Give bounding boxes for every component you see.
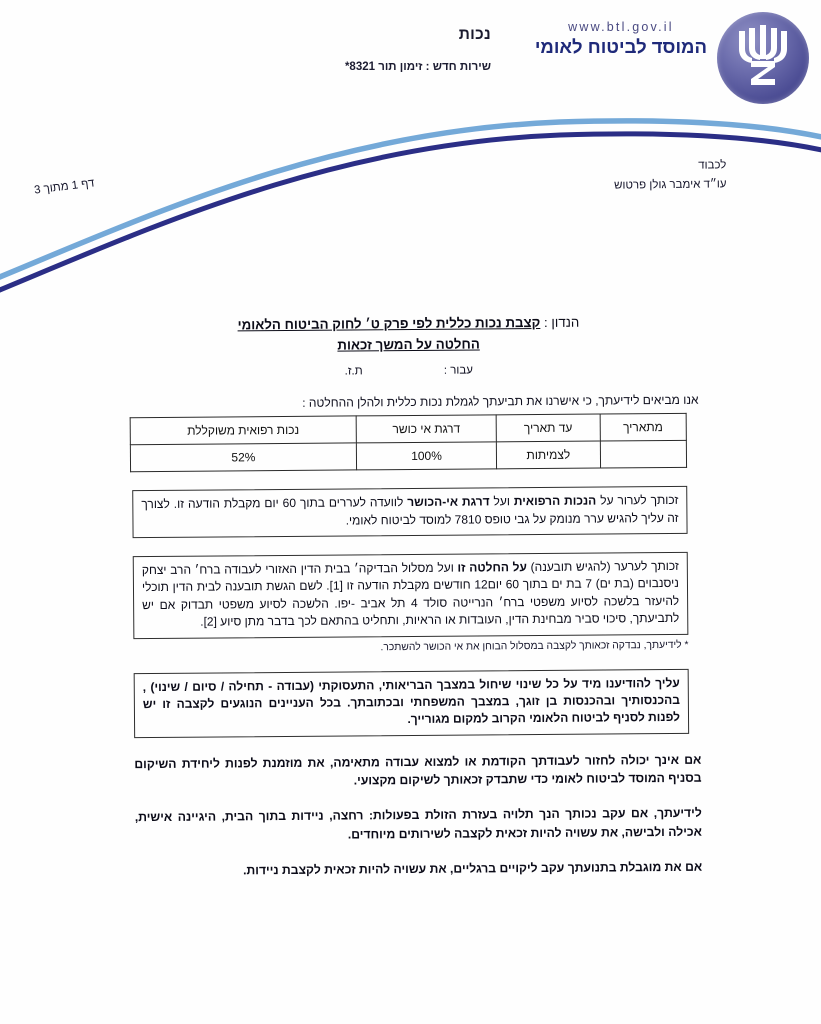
subject-text-2: החלטה על המשך זכאות <box>337 336 480 353</box>
subject-label: הנדון : <box>543 314 580 330</box>
appeal-medical-pre: זכותך לערור על <box>596 493 679 508</box>
appeal-medical-box <box>132 486 687 538</box>
logo-website-url: www.btl.gov.il <box>568 20 674 34</box>
decision-table <box>130 413 687 472</box>
document-body <box>0 297 821 882</box>
subject-text-1: קצבת נכות כללית לפי פרק ט׳ לחוק הביטוח הלאומי <box>237 314 541 333</box>
addressee-salutation: לכבוד <box>697 159 726 172</box>
page-indicator: דף 1 מתוך 3 <box>33 177 96 197</box>
logo-text-block <box>535 12 707 58</box>
td-to-date: לצמיתות <box>497 441 600 469</box>
notify-changes-line-2: בהכנסותיך ובהכנסות בן זוגך, במצבך המשפחתי ובכתובתך. בכל העניינים הנוגעים לקצבה זו יש לפנות <box>142 692 681 725</box>
appeal-medical-post: לוועדה לעררים בתוך 60 יום מקבלת הודעה זו. לצורך זה עליך להגיש ערר מנומק על גבי טופס 7810 למוסד לביטוח לאומי. <box>141 495 679 528</box>
for-line <box>0 362 819 380</box>
th-weighted-medical-disability: נכות רפואית משוקללת <box>130 416 356 445</box>
paragraph-mobility: אם את מוגבלת בתנועתך עקב ליקויים ברגליים, את עשויה להיות זכאית לקצבת ניידות. <box>243 859 703 878</box>
logo-institute-name: המוסד לביטוח לאומי <box>534 36 707 57</box>
td-from-date <box>600 441 687 469</box>
intro-text: אנו מביאים לידיעתך, כי אישרנו את תביעתך לגמלת נכות כללית ולהלן ההחלטה : <box>302 392 699 411</box>
appeal-medical-bold-2: דרגת אי-הכושר <box>407 494 490 510</box>
td-weighted-medical-disability: 52% <box>130 443 356 472</box>
th-to-date: עד תאריך <box>496 414 599 442</box>
for-label: עבור : <box>443 364 474 377</box>
addressee-block <box>613 156 726 195</box>
new-service-line: שירות חדש : זימון תור 8321* <box>344 61 491 73</box>
appeal-medical-mid: ועל <box>489 494 514 509</box>
notify-changes-line-1: עליך להודיענו מיד על כל שינוי שיחול במצבך הבריאותי, התעסוקתי (עבודה - תחילה / סיום / שינוי) , <box>142 675 680 694</box>
menorah-emblem-icon <box>717 12 809 104</box>
appeal-court-box <box>133 552 689 639</box>
institute-logo <box>535 12 809 104</box>
appeal-court-line-2: יצחק ניסנבוים (בת ים) 7 בת ים בתוך 60 יום12 חודשים מקבלת הודעה זו [1]. לשם הגשת תובענה לבית הדין <box>141 562 680 595</box>
document-header <box>0 0 821 120</box>
notify-changes-box <box>134 668 689 738</box>
id-label: ת.ז. <box>344 365 363 378</box>
appeal-court-line-1b: ועל מסלול הבדיקה׳ בבית הדין האזורי לעבודה ברח׳ הרב <box>170 560 458 577</box>
appeal-medical-bold-1: הנכות הרפואית <box>513 493 597 509</box>
subject-block <box>0 311 819 359</box>
appeal-court-line-1-bold: על החלטה זו <box>457 560 527 575</box>
table-row <box>130 441 686 472</box>
notify-changes-line-3: לסניף לביטוח הלאומי הקרוב למקום מגורייך. <box>407 710 645 727</box>
paragraph-special-services: לידיעתך, אם עקב נכותך הנך תלויה בעזרת הזולת בפעולות: רחצה, ניידות בתוך הבית, היגיינה אישית, אכילה ולבישה, את עשויה להיות זכאית לקצבה לשירותים מיוחדים. <box>134 806 702 842</box>
paragraph-rehabilitation: אם אינך יכולה לחזור לעבודתך הקודמת או למצוא עבודה מתאימה, את מוזמנת לפנות ליחידת השיקום בסניף המוסד לביטוח לאומי כדי שתבדק זכאותך לשיקום מקצועי. <box>134 752 702 788</box>
th-from-date: מתאריך <box>600 414 687 442</box>
department-title: נכות <box>458 26 491 43</box>
decorative-arc <box>0 95 821 305</box>
appeal-court-line-4: יש לתביעתך, סיכוי סביר מבחינת הדין, העובדות או הראיות, ותחליט בהתאם לכך בדבר מתן סיוע [2]. <box>142 597 680 629</box>
appeal-court-line-3: תוכלי להיעזר בלשכה לסיוע משפטי ברח׳ הנרייטה סולד 4 תל אביב -יפו. הלשכה לסיוע משפטי תבדוק אם <box>141 580 680 612</box>
th-incapacity-degree: דרגת אי כושר <box>356 415 497 443</box>
appeal-court-line-1a: זכותך לערער (להגיש תובענה) <box>526 558 679 575</box>
td-incapacity-degree: 100% <box>356 442 497 470</box>
addressee-name: עו״ד אימבר גולן פרטוש <box>613 178 727 192</box>
department-header <box>345 26 491 73</box>
footnote-incapacity-track: * לידיעתך, נבדקה זכאותך לקצבה במסלול הבוחן את אי הכושר להשתכר. <box>380 639 689 653</box>
